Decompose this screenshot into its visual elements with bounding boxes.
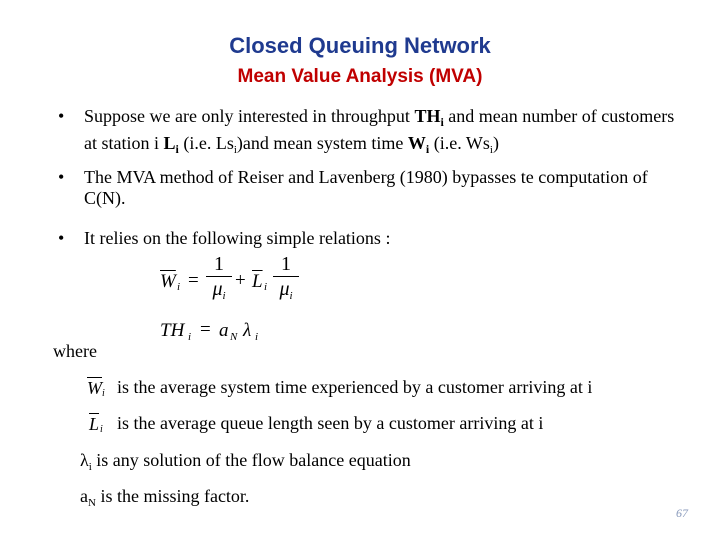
symbol-w-bar: $\overline{W}$ xyxy=(87,378,102,398)
definition-lambda: $\lambda_i$ is any solution of the flow balance equation xyxy=(80,450,411,473)
bullet-1-text: Suppose we are only interested in throughput $TH_i$ and mean number of customers at station i $L_i$ (i.e. $Ls_i)and$ mean system time $W_i$ (i.e. $Ws_i$) xyxy=(84,106,675,156)
symbol-l-bar: $\overline{L}$ xyxy=(89,414,100,434)
where-label: where xyxy=(53,341,97,361)
bullet-marker: • xyxy=(58,167,65,187)
definition-w: is the average system time experienced by a customer arriving at i xyxy=(117,377,593,397)
bullet-marker: • xyxy=(58,228,65,248)
definition-a-n: $a_N$ is the missing factor. xyxy=(80,486,250,509)
slide-title: Closed Queuing Network xyxy=(229,33,491,58)
fraction-1-over-mu: 1 $\mu_i$ xyxy=(273,253,299,307)
definition-l: is the average queue length seen by a customer arriving at i xyxy=(117,413,544,433)
slide-subtitle: Mean Value Analysis (MVA) xyxy=(237,66,483,87)
page-number: 67 xyxy=(676,506,688,520)
bullet-marker: • xyxy=(58,106,65,126)
fraction-1-over-mu: 1 $\mu_i$ xyxy=(206,253,232,307)
bullet-2-text: The MVA method of Reiser and Lavenberg (1980) bypasses te computation of C(N). xyxy=(84,167,648,208)
bullet-3-text: It relies on the following simple relations : xyxy=(84,228,391,248)
